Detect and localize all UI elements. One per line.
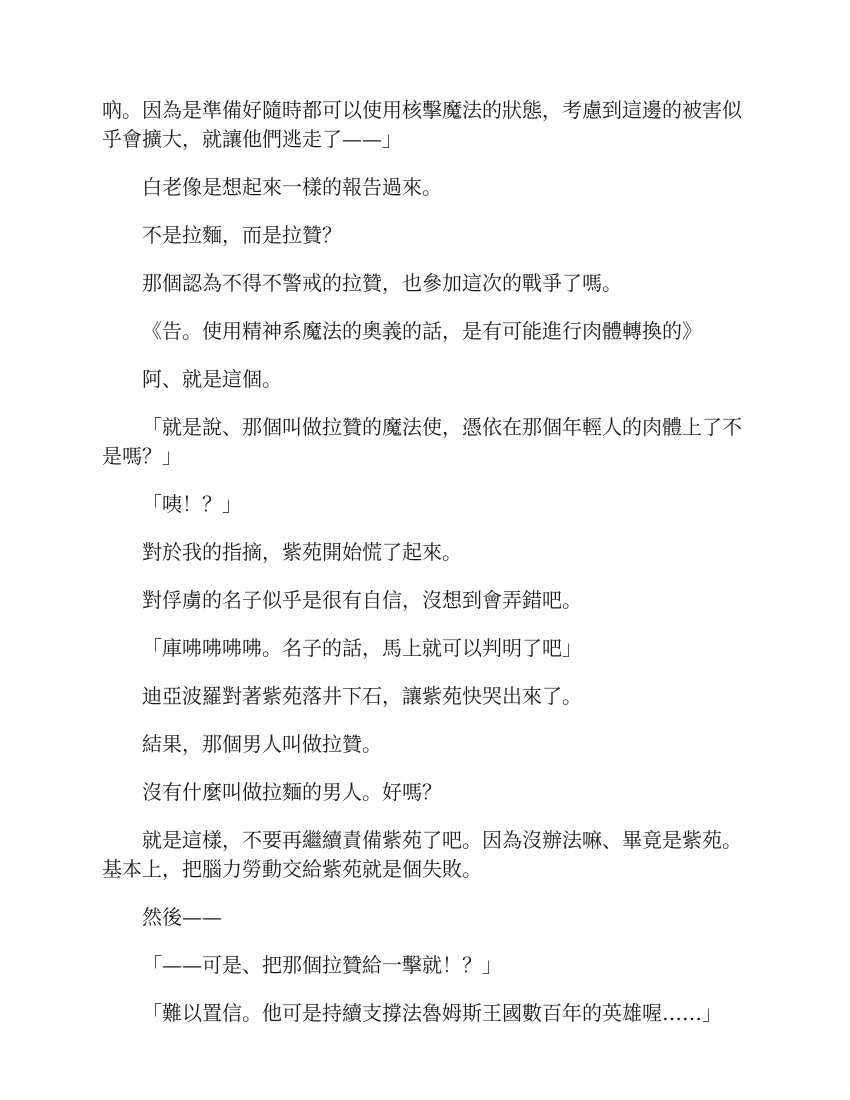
paragraph: 結果，那個男人叫做拉贊。 xyxy=(142,732,382,756)
paragraph: 白老像是想起來一樣的報告過來。 xyxy=(142,175,442,199)
body-text xyxy=(102,96,748,1047)
paragraph: 阿、就是這個。 xyxy=(142,367,282,391)
paragraph: 不是拉麵，而是拉贊？ xyxy=(142,223,342,247)
paragraph: 「——可是、把那個拉贊給一擊就！？」 xyxy=(142,953,502,977)
paragraph: 「難以置信。他可是持續支撐法魯姆斯王國數百年的英雄喔……」 xyxy=(142,1001,722,1025)
paragraph: 「咦！？」 xyxy=(142,492,242,516)
paragraph: 《告。使用精神系魔法的奧義的話，是有可能進行肉體轉換的》 xyxy=(142,319,702,343)
paragraph: 迪亞波羅對著紫苑落井下石，讓紫苑快哭出來了。 xyxy=(142,684,582,708)
paragraph: 就是這樣，不要再繼續責備紫苑了吧。因為沒辦法嘛、畢竟是紫苑。基本上，把腦力勞動交給紫苑就是個失敗。 xyxy=(102,828,742,881)
paragraph: 「庫咈咈咈咈。名子的話，馬上就可以判明了吧」 xyxy=(142,636,582,660)
paragraph: 吶。因為是準備好隨時都可以使用核擊魔法的狀態，考慮到這邊的被害似乎會擴大，就讓他們逃走了——」 xyxy=(102,98,742,151)
paragraph: 然後—— xyxy=(142,905,222,929)
paragraph: 對俘虜的名子似乎是很有自信，沒想到會弄錯吧。 xyxy=(142,588,582,612)
paragraph: 「就是說、那個叫做拉贊的魔法使，憑依在那個年輕人的肉體上了不是嗎？」 xyxy=(102,415,742,468)
paragraph: 那個認為不得不警戒的拉贊，也參加這次的戰爭了嗎。 xyxy=(142,271,622,295)
paragraph: 對於我的指摘，紫苑開始慌了起來。 xyxy=(142,540,462,564)
paragraph: 沒有什麼叫做拉麵的男人。好嗎？ xyxy=(142,780,442,804)
